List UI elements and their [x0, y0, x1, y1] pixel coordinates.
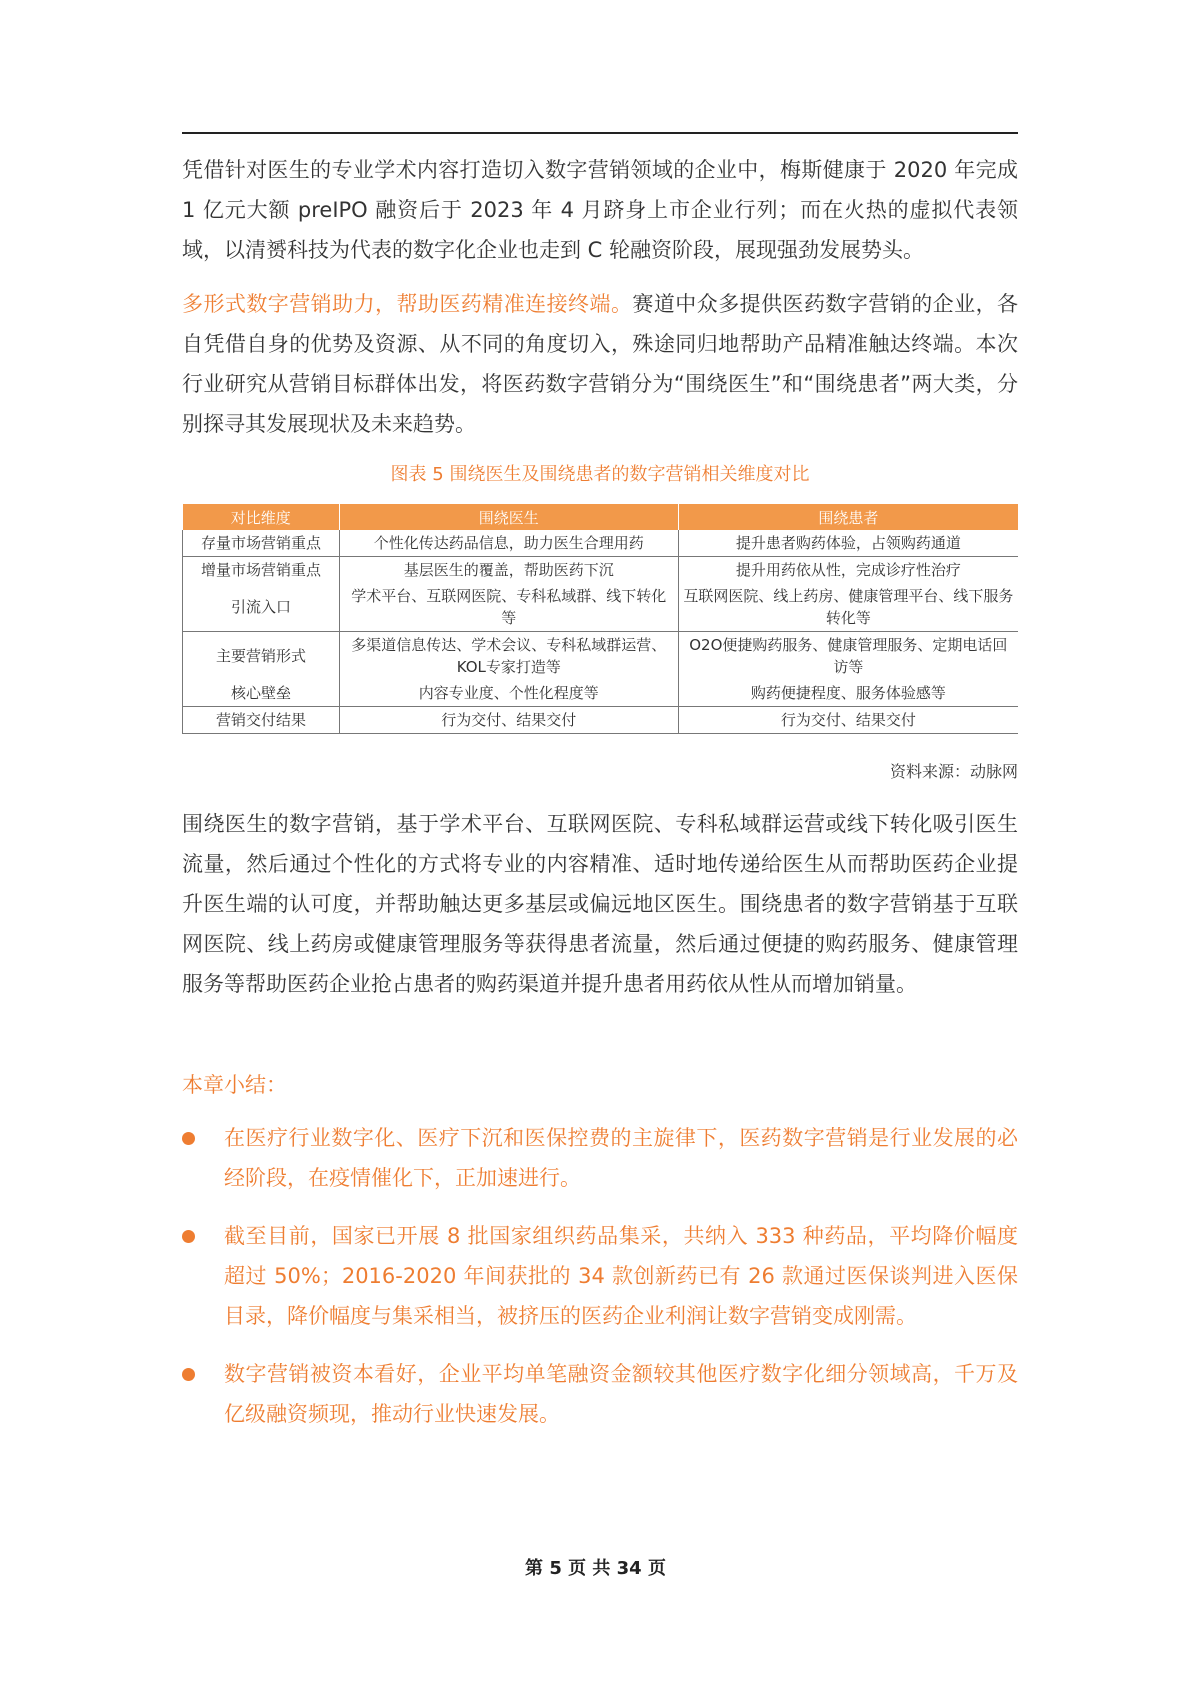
table-cell: 引流入口	[183, 583, 340, 632]
table-cell: 提升患者购药体验，占领购药通道	[678, 530, 1018, 557]
paragraph-highlight: 多形式数字营销助力，帮助医药精准连接终端。	[182, 292, 633, 316]
table-cell: 互联网医院、线上药房、健康管理平台、线下服务转化等	[678, 583, 1018, 632]
list-item	[182, 1216, 1018, 1336]
bullet-dot-icon	[182, 1368, 195, 1381]
table-cell: 购药便捷程度、服务体验感等	[678, 680, 1018, 707]
paragraph-marketing-forms	[182, 284, 1018, 444]
list-item	[182, 1354, 1018, 1434]
table-cell: 行为交付、结果交付	[339, 707, 678, 734]
table-cell: 行为交付、结果交付	[678, 707, 1018, 734]
bullet-dot-icon	[182, 1132, 195, 1145]
table-row	[183, 680, 1019, 707]
paragraph-comparison: 围绕医生的数字营销，基于学术平台、互联网医院、专科私域群运营或线下转化吸引医生流量，然后通过个性化的方式将专业的内容精准、适时地传递给医生从而帮助医药企业提升医生端的认可度，并帮助触达更多基层或偏远地区医生。围绕患者的数字营销基于互联网医院、线上药房或健康管理服务等获得患者流量，然后通过便捷的购药服务、健康管理服务等帮助医药企业抢占患者的购药渠道并提升患者用药依从性从而增加销量。	[182, 812, 1018, 996]
table-cell: 学术平台、互联网医院、专科私域群、线下转化等	[339, 583, 678, 632]
table-header-cell: 围绕患者	[678, 504, 1018, 530]
table-cell: 主要营销形式	[183, 632, 340, 681]
page-number: 第 5 页 共 34 页	[525, 1558, 666, 1579]
table-cell: 多渠道信息传达、学术会议、专科私域群运营、KOL专家打造等	[339, 632, 678, 681]
table-cell: 内容专业度、个性化程度等	[339, 680, 678, 707]
source-note: 资料来源：动脉网	[889, 762, 1018, 781]
list-item-text: 截至目前，国家已开展 8 批国家组织药品集采，共纳入 333 种药品，平均降价幅度超过 50%；2016-2020 年间获批的 34 款创新药已有 26 款通过医保谈判进入医保目录，降价幅度与集采相当，被挤压的医药企业利润让数字营销变成刚需。	[224, 1224, 1018, 1328]
paragraph-financing: 凭借针对医生的专业学术内容打造切入数字营销领域的企业中，梅斯健康于 2020 年完成 1 亿元大额 preIPO 融资后于 2023 年 4 月跻身上市企业行列；而在火热的虚拟代表领域，以清赟科技为代表的数字化企业也走到 C 轮融资阶段，展现强劲发展势头。	[182, 158, 1018, 262]
figure-caption: 图表 5 围绕医生及围绕患者的数字营销相关维度对比	[390, 464, 810, 485]
table-cell: 营销交付结果	[183, 707, 340, 734]
table-cell: 个性化传达药品信息，助力医生合理用药	[339, 530, 678, 557]
list-item-text: 在医疗行业数字化、医疗下沉和医保控费的主旋律下，医药数字营销是行业发展的必经阶段，在疫情催化下，正加速进行。	[224, 1126, 1018, 1190]
bullet-dot-icon	[182, 1230, 195, 1243]
table-row	[183, 707, 1019, 734]
table-cell: 基层医生的覆盖，帮助医药下沉	[339, 557, 678, 584]
list-item-text: 数字营销被资本看好，企业平均单笔融资金额较其他医疗数字化细分领域高，千万及亿级融资频现，推动行业快速发展。	[224, 1362, 1018, 1426]
table-header-cell: 对比维度	[183, 504, 340, 530]
comparison-table	[182, 504, 1018, 734]
table-cell: 增量市场营销重点	[183, 557, 340, 584]
table-cell: O2O便捷购药服务、健康管理服务、定期电话回访等	[678, 632, 1018, 681]
table-cell: 核心壁垒	[183, 680, 340, 707]
table-row	[183, 530, 1019, 557]
paragraph-text: 赛道中众多提供医药数字营销的企业，各自凭借自身的优势及资源、从不同的角度切入，殊途同归地帮助产品精准触达终端。本次行业研究从营销目标群体出发，将医药数字营销分为“围绕医生”和“围绕患者”两大类，分别探寻其发展现状及未来趋势。	[182, 292, 1019, 436]
table-row	[183, 632, 1019, 681]
page-body	[182, 150, 1018, 1452]
table-header-row	[183, 504, 1019, 530]
list-item	[182, 1118, 1018, 1198]
table-cell: 存量市场营销重点	[183, 530, 340, 557]
header-rule	[182, 132, 1018, 134]
table-row	[183, 583, 1019, 632]
table-cell: 提升用药依从性，完成诊疗性治疗	[678, 557, 1018, 584]
chapter-summary-title: 本章小结：	[182, 1073, 287, 1097]
summary-list	[182, 1118, 1018, 1434]
table-header-cell: 围绕医生	[339, 504, 678, 530]
table-row	[183, 557, 1019, 584]
